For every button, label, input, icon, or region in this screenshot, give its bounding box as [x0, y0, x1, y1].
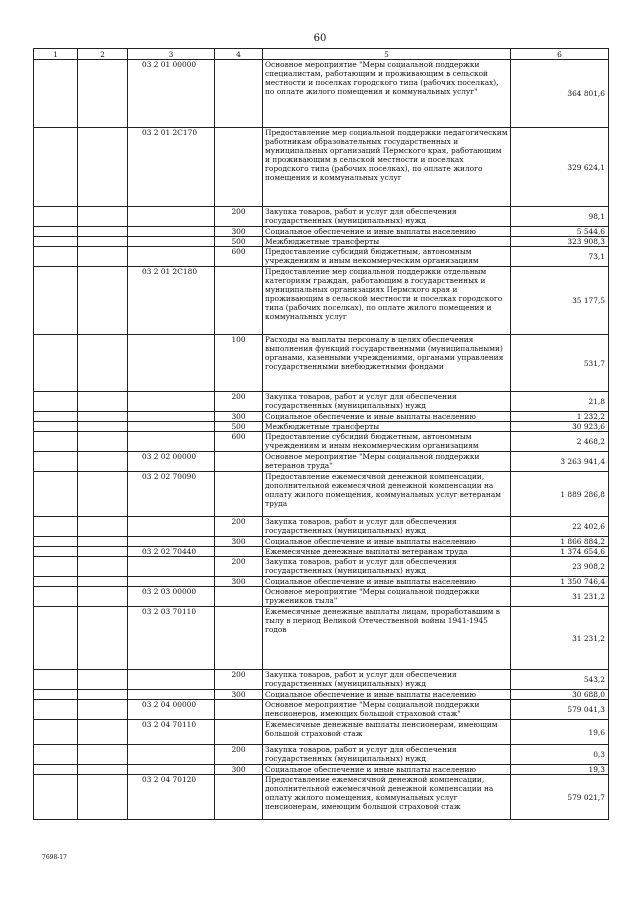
- amount-cell: 31 231,2: [511, 587, 609, 607]
- description-cell: Основное мероприятие "Меры социальной поддержки тружеников тыла": [263, 587, 511, 607]
- expense-type-cell: 200: [215, 517, 263, 537]
- expense-type-cell: [215, 267, 263, 335]
- table-row: [34, 392, 609, 412]
- col2-cell: [78, 537, 128, 547]
- col2-cell: [78, 472, 128, 517]
- target-code-cell: [128, 765, 215, 775]
- target-code-cell: [128, 207, 215, 227]
- col1-cell: [34, 537, 78, 547]
- col1-cell: [34, 227, 78, 237]
- description-cell: Социальное обеспечение и иные выплаты населению: [263, 577, 511, 587]
- header-col-4: 4: [215, 49, 263, 60]
- table-row: [34, 452, 609, 472]
- col1-cell: [34, 690, 78, 700]
- col1-cell: [34, 247, 78, 267]
- description-cell: Ежемесячные денежные выплаты ветеранам труда: [263, 547, 511, 557]
- target-code-cell: 03 2 04 00000: [128, 700, 215, 720]
- col1-cell: [34, 128, 78, 207]
- amount-cell: 30 923,6: [511, 422, 609, 432]
- description-cell: Предоставление мер социальной поддержки педагогическим работникам образовательных государственных и муниципальных организаций Пермского края, работающим и проживающим в сельской местности и поселках городского типа (рабочих поселках), по оплате жилого помещения и коммунальных услуг: [263, 128, 511, 207]
- target-code-cell: [128, 577, 215, 587]
- col1-cell: [34, 237, 78, 247]
- amount-cell: 543,2: [511, 670, 609, 690]
- col2-cell: [78, 128, 128, 207]
- target-code-cell: 03 2 01 2С170: [128, 128, 215, 207]
- expense-type-cell: 500: [215, 422, 263, 432]
- expense-type-cell: 200: [215, 557, 263, 577]
- col1-cell: [34, 720, 78, 745]
- col2-cell: [78, 247, 128, 267]
- expense-type-cell: 300: [215, 690, 263, 700]
- table-row: [34, 557, 609, 577]
- description-cell: Ежемесячные денежные выплаты лицам, проработавшим в тылу в период Великой Отечественной войны 1941-1945 годов: [263, 607, 511, 670]
- target-code-cell: 03 2 03 00000: [128, 587, 215, 607]
- target-code-cell: 03 2 03 70110: [128, 607, 215, 670]
- description-cell: Социальное обеспечение и иные выплаты населению: [263, 227, 511, 237]
- expense-type-cell: [215, 775, 263, 820]
- amount-cell: 19,6: [511, 720, 609, 745]
- col2-cell: [78, 452, 128, 472]
- col1-cell: [34, 557, 78, 577]
- amount-cell: 1 374 654,6: [511, 547, 609, 557]
- amount-cell: 329 624,1: [511, 128, 609, 207]
- page-number: 60: [313, 33, 327, 44]
- col1-cell: [34, 452, 78, 472]
- amount-cell: 2 468,2: [511, 432, 609, 452]
- header-col-6: 6: [511, 49, 609, 60]
- col1-cell: [34, 412, 78, 422]
- header-col-5: 5: [263, 49, 511, 60]
- amount-cell: 364 801,6: [511, 60, 609, 128]
- expense-type-cell: [215, 607, 263, 670]
- col2-cell: [78, 577, 128, 587]
- col1-cell: [34, 335, 78, 392]
- description-cell: Расходы на выплаты персоналу в целях обеспечения выполнения функций государственными (муниципальными) органами, казенными учреждениями, органами управления государственными внебюджетными фондами: [263, 335, 511, 392]
- description-cell: Закупка товаров, работ и услуг для обеспечения государственных (муниципальных) нужд: [263, 517, 511, 537]
- target-code-cell: 03 2 02 00000: [128, 452, 215, 472]
- amount-cell: 35 177,5: [511, 267, 609, 335]
- amount-cell: 30 688,0: [511, 690, 609, 700]
- table-row: [34, 237, 609, 247]
- description-cell: Социальное обеспечение и иные выплаты населению: [263, 412, 511, 422]
- amount-cell: 1 350 746,4: [511, 577, 609, 587]
- col1-cell: [34, 765, 78, 775]
- col2-cell: [78, 237, 128, 247]
- expense-type-cell: 300: [215, 537, 263, 547]
- description-cell: Закупка товаров, работ и услуг для обеспечения государственных (муниципальных) нужд: [263, 392, 511, 412]
- table-row: [34, 472, 609, 517]
- col2-cell: [78, 412, 128, 422]
- expense-type-cell: [215, 60, 263, 128]
- table-body: [34, 60, 609, 820]
- description-cell: Закупка товаров, работ и услуг для обеспечения государственных (муниципальных) нужд: [263, 557, 511, 577]
- col2-cell: [78, 690, 128, 700]
- amount-cell: 73,1: [511, 247, 609, 267]
- col1-cell: [34, 267, 78, 335]
- description-cell: Социальное обеспечение и иные выплаты населению: [263, 690, 511, 700]
- col2-cell: [78, 587, 128, 607]
- table-row: [34, 775, 609, 820]
- expense-type-cell: 500: [215, 237, 263, 247]
- col1-cell: [34, 547, 78, 557]
- col1-cell: [34, 700, 78, 720]
- expense-type-cell: 200: [215, 670, 263, 690]
- target-code-cell: [128, 537, 215, 547]
- amount-cell: 21,8: [511, 392, 609, 412]
- expense-type-cell: 300: [215, 412, 263, 422]
- table-row: [34, 247, 609, 267]
- description-cell: Закупка товаров, работ и услуг для обеспечения государственных (муниципальных) нужд: [263, 745, 511, 765]
- target-code-cell: [128, 412, 215, 422]
- col2-cell: [78, 700, 128, 720]
- table-row: [34, 670, 609, 690]
- col2-cell: [78, 775, 128, 820]
- table-row: [34, 537, 609, 547]
- col1-cell: [34, 517, 78, 537]
- expense-type-cell: 200: [215, 207, 263, 227]
- header-col-3: 3: [128, 49, 215, 60]
- amount-cell: 3 263 941,4: [511, 452, 609, 472]
- amount-cell: 323 908,3: [511, 237, 609, 247]
- col2-cell: [78, 227, 128, 237]
- description-cell: Предоставление ежемесячной денежной компенсации, дополнительной ежемесячной денежной компенсации на оплату жилого помещения, коммунальных услуг ветеранам труда: [263, 472, 511, 517]
- target-code-cell: 03 2 04 70110: [128, 720, 215, 745]
- description-cell: Основное мероприятие "Меры социальной поддержки специалистам, работающим и проживающим в сельской местности и поселках городского типа (рабочих поселках), по оплате жилого помещения и коммунальных услуг": [263, 60, 511, 128]
- expense-type-cell: 300: [215, 577, 263, 587]
- col2-cell: [78, 335, 128, 392]
- table-row: [34, 587, 609, 607]
- description-cell: Ежемесячные денежные выплаты пенсионерам, имеющим большой страховой стаж: [263, 720, 511, 745]
- amount-cell: 23 908,2: [511, 557, 609, 577]
- expense-type-cell: [215, 700, 263, 720]
- amount-cell: 19,3: [511, 765, 609, 775]
- table-row: [34, 690, 609, 700]
- amount-cell: 0,3: [511, 745, 609, 765]
- amount-cell: 98,1: [511, 207, 609, 227]
- target-code-cell: [128, 745, 215, 765]
- target-code-cell: [128, 237, 215, 247]
- col2-cell: [78, 765, 128, 775]
- table-row: [34, 577, 609, 587]
- table-row: [34, 607, 609, 670]
- target-code-cell: [128, 670, 215, 690]
- description-cell: Основное мероприятие "Меры социальной поддержки ветеранов труда": [263, 452, 511, 472]
- col1-cell: [34, 392, 78, 412]
- col1-cell: [34, 587, 78, 607]
- col2-cell: [78, 547, 128, 557]
- col2-cell: [78, 432, 128, 452]
- target-code-cell: [128, 422, 215, 432]
- description-cell: Предоставление мер социальной поддержки отдельным категориям граждан, работающим в государственных и муниципальных организациях Пермского края и проживающим в сельской местности и поселках городского типа (рабочих поселках), по оплате жилого помещения и коммунальных услуг: [263, 267, 511, 335]
- target-code-cell: [128, 517, 215, 537]
- target-code-cell: [128, 557, 215, 577]
- target-code-cell: 03 2 01 2С180: [128, 267, 215, 335]
- amount-cell: 531,7: [511, 335, 609, 392]
- amount-cell: 22 402,6: [511, 517, 609, 537]
- col2-cell: [78, 720, 128, 745]
- col2-cell: [78, 670, 128, 690]
- table-row: [34, 720, 609, 745]
- table-row: [34, 60, 609, 128]
- table-row: [34, 517, 609, 537]
- col2-cell: [78, 207, 128, 227]
- footer-code: 7698-17: [42, 854, 67, 861]
- expense-type-cell: [215, 452, 263, 472]
- col1-cell: [34, 670, 78, 690]
- table-row: [34, 745, 609, 765]
- table-row: [34, 335, 609, 392]
- target-code-cell: [128, 392, 215, 412]
- header-col-1: 1: [34, 49, 78, 60]
- col2-cell: [78, 392, 128, 412]
- expense-type-cell: [215, 128, 263, 207]
- col1-cell: [34, 775, 78, 820]
- description-cell: Предоставление субсидий бюджетным, автономным учреждениям и иным некоммерческим организациям: [263, 247, 511, 267]
- amount-cell: 579 041,3: [511, 700, 609, 720]
- table-row: [34, 227, 609, 237]
- description-cell: Социальное обеспечение и иные выплаты населению: [263, 765, 511, 775]
- header-row: [34, 49, 609, 60]
- amount-cell: 1 866 884,2: [511, 537, 609, 547]
- table-row: [34, 412, 609, 422]
- expense-type-cell: [215, 547, 263, 557]
- table-row: [34, 432, 609, 452]
- col1-cell: [34, 607, 78, 670]
- col2-cell: [78, 607, 128, 670]
- target-code-cell: 03 2 04 70120: [128, 775, 215, 820]
- table-row: [34, 765, 609, 775]
- expense-type-cell: 600: [215, 247, 263, 267]
- table-row: [34, 700, 609, 720]
- amount-cell: 1 889 286,8: [511, 472, 609, 517]
- table-row: [34, 547, 609, 557]
- amount-cell: 579 021,7: [511, 775, 609, 820]
- col1-cell: [34, 577, 78, 587]
- table-header: [34, 49, 609, 60]
- expense-type-cell: [215, 587, 263, 607]
- expense-type-cell: 200: [215, 745, 263, 765]
- table-row: [34, 128, 609, 207]
- target-code-cell: 03 2 01 00000: [128, 60, 215, 128]
- expense-type-cell: [215, 472, 263, 517]
- table-row: [34, 422, 609, 432]
- col1-cell: [34, 472, 78, 517]
- target-code-cell: 03 2 02 70440: [128, 547, 215, 557]
- expense-type-cell: 100: [215, 335, 263, 392]
- description-cell: Закупка товаров, работ и услуг для обеспечения государственных (муниципальных) нужд: [263, 207, 511, 227]
- header-col-2: 2: [78, 49, 128, 60]
- col2-cell: [78, 557, 128, 577]
- target-code-cell: [128, 247, 215, 267]
- budget-table: [33, 48, 609, 820]
- expense-type-cell: [215, 720, 263, 745]
- col1-cell: [34, 745, 78, 765]
- col2-cell: [78, 517, 128, 537]
- col1-cell: [34, 207, 78, 227]
- col1-cell: [34, 422, 78, 432]
- description-cell: Основное мероприятие "Меры социальной поддержки пенсионеров, имеющих большой страховой стаж": [263, 700, 511, 720]
- table-row: [34, 267, 609, 335]
- expense-type-cell: 200: [215, 392, 263, 412]
- amount-cell: 5 544,6: [511, 227, 609, 237]
- col2-cell: [78, 267, 128, 335]
- description-cell: Социальное обеспечение и иные выплаты населению: [263, 537, 511, 547]
- description-cell: Предоставление субсидий бюджетным, автономным учреждениям и иным некоммерческим организациям: [263, 432, 511, 452]
- description-cell: Межбюджетные трансферты: [263, 422, 511, 432]
- target-code-cell: [128, 690, 215, 700]
- col1-cell: [34, 432, 78, 452]
- description-cell: Закупка товаров, работ и услуг для обеспечения государственных (муниципальных) нужд: [263, 670, 511, 690]
- col1-cell: [34, 60, 78, 128]
- col2-cell: [78, 745, 128, 765]
- expense-type-cell: 300: [215, 227, 263, 237]
- table-row: [34, 207, 609, 227]
- col2-cell: [78, 422, 128, 432]
- expense-type-cell: 300: [215, 765, 263, 775]
- target-code-cell: [128, 335, 215, 392]
- target-code-cell: [128, 227, 215, 237]
- target-code-cell: 03 2 02 70090: [128, 472, 215, 517]
- amount-cell: 31 231,2: [511, 607, 609, 670]
- expense-type-cell: 600: [215, 432, 263, 452]
- col2-cell: [78, 60, 128, 128]
- amount-cell: 1 232,2: [511, 412, 609, 422]
- description-cell: Межбюджетные трансферты: [263, 237, 511, 247]
- description-cell: Предоставление ежемесячной денежной компенсации, дополнительной ежемесячной денежной компенсации на оплату жилого помещения, коммунальных услуг пенсионерам, имеющим большой страховой стаж: [263, 775, 511, 820]
- target-code-cell: [128, 432, 215, 452]
